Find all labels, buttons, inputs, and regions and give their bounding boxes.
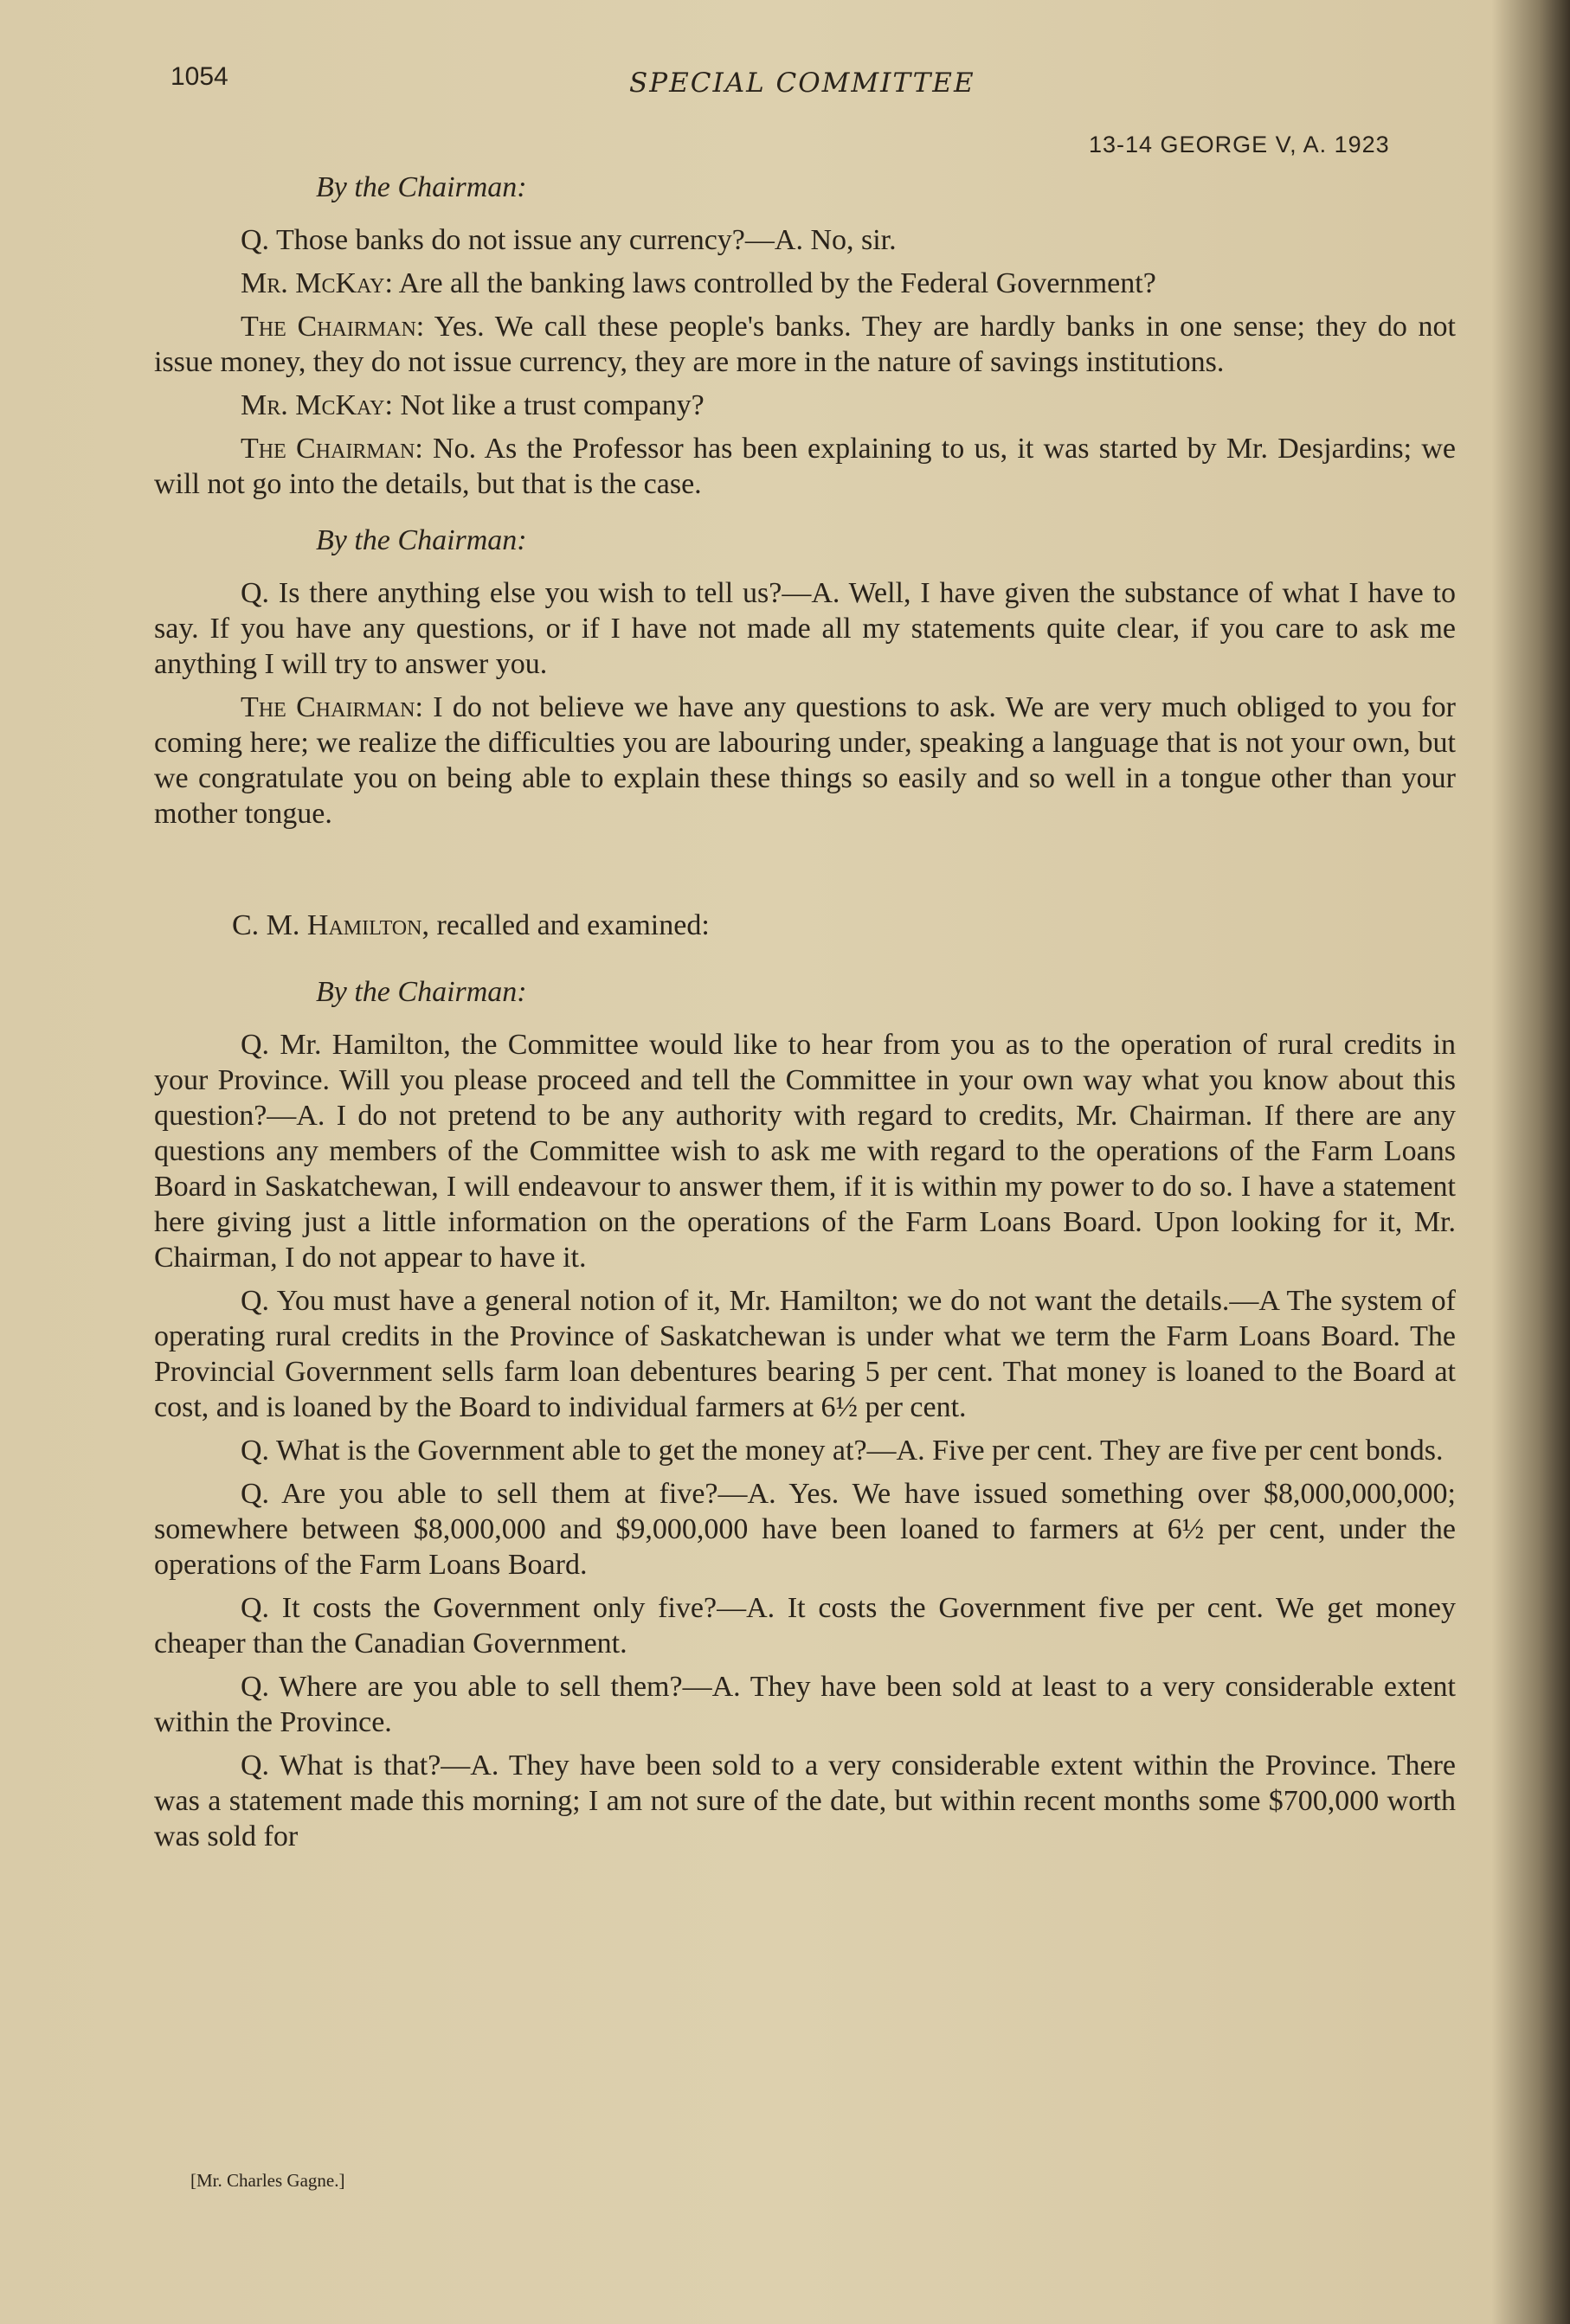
paragraph bbox=[154, 431, 1456, 502]
session-reference: 13-14 GEORGE V, A. 1923 bbox=[1089, 132, 1390, 157]
speech-text: : I do not believe we have any questions to ask. We are very much obliged to you for coming here; we realize the difficulties you are labouring under, speaking a language that is not your own, but we congratulate you on being able to explain these things so easily and so well in a tongue other than your mother tongue. bbox=[154, 691, 1456, 830]
speaker-name: The Chairman bbox=[241, 691, 415, 723]
paragraph: Q. You must have a general notion of it, Mr. Hamilton; we do not want the details.—A The system of operating rural credits in the Province of Saskatchewan is under what we term the Farm Loans Board. The Provincial Government sells farm loan debentures bearing 5 per cent. That money is loaned to the Board at cost, and is loaned by the Board to individual farmers at 6½ per cent. bbox=[154, 1285, 1456, 1423]
speaker-name: The Chairman bbox=[241, 311, 416, 343]
speaker-name: Mr. McKay bbox=[241, 389, 385, 421]
paragraph: Q. Where are you able to sell them?—A. They have been sold at least to a very considerable extent within the Province. bbox=[154, 1671, 1456, 1738]
witness-name: C. M. Hamilton bbox=[232, 909, 422, 941]
speaker-name: Mr. McKay bbox=[241, 267, 385, 299]
paragraph: Q. Mr. Hamilton, the Committee would like to hear from you as to the operation of rural credits in your Province. Will you please proceed and tell the Committee in your own way what you know about this question?—A. I do not pretend to be any authority with regard to credits, Mr. Chairman. If there are any questions any members of the Committee wish to ask me with regard to the operations of the Farm Loans Board in Saskatchewan, I will endeavour to answer them, if it is within my power to do so. I have a statement here giving just a little information on the operations of the Farm Loans Board. Upon looking for it, Mr. Chairman, I do not appear to have it. bbox=[154, 1029, 1456, 1274]
body-text bbox=[154, 170, 1456, 1862]
page-number: 1054 bbox=[171, 62, 228, 91]
witness-text: , recalled and examined: bbox=[421, 909, 710, 941]
running-title: SPECIAL COMMITTEE bbox=[629, 67, 975, 99]
paragraph bbox=[154, 309, 1456, 380]
speech-text: : Yes. We call these people's banks. They are hardly banks in one sense; they do not issue money, they do not issue currency, they are more in the nature of savings institutions. bbox=[154, 311, 1456, 378]
subheading-by-chairman: By the Chairman: bbox=[316, 524, 527, 556]
speaker-name: The Chairman bbox=[241, 433, 415, 465]
paragraph bbox=[154, 266, 1456, 301]
paragraph: Q. What is that?—A. They have been sold to a very considerable extent within the Province. There was a statement made this morning; I am not sure of the date, but within recent months some $700,000 worth was sold for bbox=[154, 1749, 1456, 1852]
paragraph bbox=[154, 388, 1456, 423]
footer-note: [Mr. Charles Gagne.] bbox=[190, 2170, 345, 2191]
paragraph: Q. What is the Government able to get the money at?—A. Five per cent. They are five per cent bonds. bbox=[241, 1435, 1444, 1467]
speech-text: : Not like a trust company? bbox=[384, 389, 705, 421]
subheading-by-chairman: By the Chairman: bbox=[316, 976, 527, 1008]
paragraph: Q. It costs the Government only five?—A. It costs the Government five per cent. We get money cheaper than the Canadian Government. bbox=[154, 1592, 1456, 1660]
speech-text: : No. As the Professor has been explaining to us, it was started by Mr. Desjardins; we will not go into the details, but that is the case. bbox=[154, 433, 1457, 500]
subheading-by-chairman: By the Chairman: bbox=[316, 171, 527, 203]
paragraph bbox=[154, 690, 1456, 831]
paragraph: Q. Those banks do not issue any currency?—A. No, sir. bbox=[241, 224, 897, 256]
paragraph: Q. Are you able to sell them at five?—A. Yes. We have issued something over $8,000,000,000; somewhere between $8,000,000 and $9,000,000 have been loaned to farmers at 6½ per cent, under the operations of the Farm Loans Board. bbox=[154, 1478, 1456, 1581]
witness-heading bbox=[154, 908, 1456, 943]
speech-text: : Are all the banking laws controlled by the Federal Government? bbox=[384, 267, 1156, 299]
paragraph: Q. Is there anything else you wish to tell us?—A. Well, I have given the substance of what I have to say. If you have any questions, or if I have not made all my statements quite clear, if you care to ask me anything I will try to answer you. bbox=[154, 577, 1456, 680]
